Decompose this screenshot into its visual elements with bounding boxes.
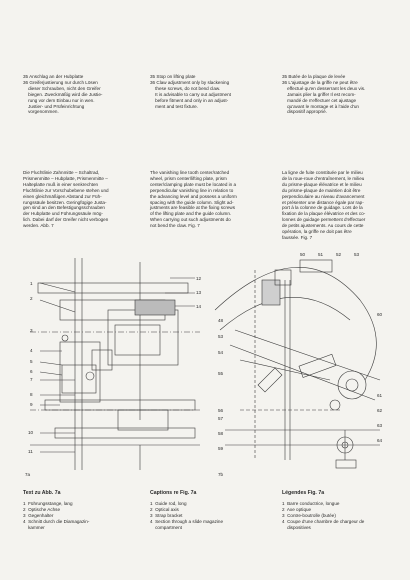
fig7b-label-52: 52: [336, 252, 342, 257]
fig7b-label-62: 62: [377, 408, 383, 413]
fig7a-label-3: 3: [30, 328, 33, 333]
fig7b-label-63: 63: [377, 423, 383, 428]
fig7b-label-51: 51: [318, 252, 324, 257]
mid-fr-line: perpendiculaire au niveau d'avancement: [282, 193, 365, 199]
top-fr-line: 35 Butée de la plaque de levée: [282, 74, 346, 79]
fig7b-label-57: 57: [218, 416, 224, 421]
mid-de-line: Prismenmitte – Hubplatte, Prismenmitte –: [23, 175, 108, 181]
mid-fr-line: La ligne de fuite constituée par le milieu: [282, 170, 363, 175]
top-de-line: biegen. Zweckmäßig wird die Justie-: [23, 91, 103, 97]
top-fr-line: Jamais plier la griffe! Il est recom-: [282, 91, 356, 97]
top-de-line: 35 Anschlag an der Hubplatte: [23, 74, 84, 79]
caption-en-title: Captions re Fig. 7a: [150, 490, 197, 496]
caption-fr-item-line: 4 Coupe d'une chambre de chargeur de: [282, 518, 365, 524]
top-fr-line: mandé de n'effectuer cet ajustage: [282, 97, 357, 103]
mid-fr-line: de la roue-roue d'entraînement, le milieu: [282, 175, 365, 181]
top-de-line: rung vor dem Einbau nur in wen.: [23, 97, 95, 103]
fig7b-label-59: 59: [218, 446, 224, 451]
caption-de-item-line: kammer: [23, 524, 45, 530]
top-en-line: 36 Claw adjustment only by slackening: [150, 79, 230, 85]
mid-de-line: Fluchtlinie zur Vorschubebene stehen und: [23, 187, 109, 193]
top-de-line: vorgenommen.: [23, 109, 59, 115]
caption-en-item-line: compartment: [150, 524, 182, 530]
fig7a-label-9: 9: [30, 402, 33, 407]
top-de-line: Justier- und Prüfeinrichtung: [23, 103, 85, 109]
fig7a-label-14: 14: [196, 304, 202, 309]
caption-de-item-line: 4 Schnitt durch die Diamagazin-: [23, 518, 90, 524]
mid-fr-line: et présenter une distance égale par rap-: [282, 199, 364, 205]
fig7b-label-55: 55: [218, 371, 224, 376]
fig7a-label-6: 6: [30, 369, 33, 374]
fig7a-label-2: 2: [30, 296, 33, 301]
mid-de-line: Die Fluchtlinie Zahnmitte – Schaltrad,: [23, 170, 100, 175]
mid-en-line: perpendicular vanishing line in relation to: [150, 187, 234, 193]
caption-de-item-line: 1 Führungsstange, lang: [23, 500, 73, 506]
figure-7a-number: 7a: [25, 472, 31, 477]
mid-de-line: einen gleichmäßigen Abstand zur Füh-: [23, 193, 102, 199]
fig7a-label-1: 1: [30, 281, 33, 286]
fig7b-label-61: 61: [377, 393, 383, 398]
mid-en-line: spacing with the guide column. Slight ad-: [150, 199, 234, 205]
caption-en-item-line: 4 Section through a slide magazine: [150, 518, 224, 524]
fig7b-label-53: 53: [218, 334, 224, 339]
mid-en-line: justments are feasible at the fixing screws: [150, 205, 236, 211]
caption-de-item-line: 2 Optische Achse: [23, 506, 61, 512]
caption-fr-item-line: dispositives: [282, 524, 311, 530]
mid-en-line: the advancing level and possess a uniform: [150, 193, 237, 199]
mid-fr-line: du prisme-plaque élévatrice et le milieu: [282, 181, 362, 187]
mid-en-line: of the lifting plate and the guide column.: [150, 211, 232, 217]
caption-fr-item-line: 3 Contre-boutrolle (butée): [282, 512, 336, 518]
mid-de-line: gen sind an den Befestigungsschrauben: [23, 205, 105, 211]
caption-de-item-line: 3 Gegenhalter: [23, 512, 54, 518]
caption-de-items: [23, 501, 128, 531]
caption-en-item-line: 2 Optical axis: [150, 506, 179, 512]
figure-labels: [25, 252, 383, 477]
fig7b-label-64: 64: [377, 438, 383, 443]
top-en-line: 35 Stop on lifting plate: [150, 74, 196, 79]
mid-en-line: When carrying out such adjustments do: [150, 217, 231, 223]
top-en-line: ment and test fixture.: [150, 103, 199, 109]
caption-en: [150, 491, 257, 530]
mid-de-line: lich. Dabei darf der Greifer nicht verbogen: [23, 217, 109, 223]
top-de-line: 36 Greiferjustierung nur durch Lösen: [23, 79, 98, 85]
fig7a-label-5: 5: [30, 359, 33, 364]
caption-de: [23, 491, 128, 530]
fig7a-label-4: 4: [30, 348, 33, 353]
mid-de-line: der Hubplatte und Führungssäule mög-: [23, 211, 103, 217]
fig7b-label-58: 58: [218, 431, 224, 436]
top-fr-line: effectué qu'en desserrant les deux vis.: [282, 85, 366, 91]
mid-fr-line: du prisme-plaque de maintien doit être: [282, 187, 361, 193]
figure-7a-drawing: [30, 258, 200, 470]
caption-en-item-line: 1 Guide rod, long: [150, 500, 187, 506]
mid-fr-line: lonnes de guidage permettent d'effectuer: [282, 217, 366, 223]
fig7a-label-12: 12: [196, 276, 202, 281]
top-en-line: It is advisable to carry out adjustment: [150, 91, 231, 97]
caption-fr-item-line: 2 Axe optique: [282, 506, 312, 512]
fig7b-label-60: 60: [377, 312, 383, 317]
mid-fr-line: opération, la griffe ne doit pas être: [282, 229, 352, 235]
caption-fr-title: Légendes Fig. 7a: [282, 490, 325, 496]
fig7b-label-53t: 53: [354, 252, 360, 257]
fig7a-label-13: 13: [196, 290, 202, 295]
figure-7b-drawing: [215, 260, 380, 468]
caption-fr-items: [282, 501, 390, 531]
fig7b-label-48: 48: [218, 318, 224, 323]
top-fr-line: dispositif approprié.: [282, 109, 327, 115]
mid-fr-line: faussée. Fig. 7: [282, 234, 313, 240]
caption-de-title: Text zu Abb. 7a: [23, 490, 61, 496]
fig7a-label-11: 11: [28, 449, 33, 454]
fig7b-label-50: 50: [300, 252, 306, 257]
fig7b-label-54: 54: [218, 350, 224, 355]
figure-7b-number: 7b: [218, 472, 224, 477]
mid-de-line: werden. Abb. 7: [23, 223, 54, 229]
mid-fr-line: de petits ajustements. Au cours de cette: [282, 223, 364, 229]
mid-en-line: center/clamping plate must be located in a: [150, 181, 237, 187]
mid-en-line: not bend the claw. Fig. 7: [150, 223, 200, 229]
mid-de-line: rungssäule besitzen. Geringfügige Justa-: [23, 199, 107, 205]
fig7b-label-56: 56: [218, 408, 224, 413]
top-de-line: dieser Schrauben, nicht den Greifer: [23, 85, 101, 91]
mid-en-line: The vanishing line tooth center/ratched: [150, 170, 230, 175]
caption-fr-item-line: 1 Barre conductrice, longue: [282, 500, 340, 506]
mid-fr-line: fixation de la plaque élévatrice et des co-: [282, 211, 366, 217]
top-fr-line: qu'avant le montage et à l'aide d'un: [282, 103, 359, 109]
caption-fr: [282, 491, 390, 530]
mid-en-line: wheel, prism center/lifting plate, prism: [150, 175, 227, 181]
fig7a-label-8: 8: [30, 392, 33, 397]
caption-en-item-line: 3 Strap bracket: [150, 512, 183, 518]
caption-en-items: [150, 501, 257, 531]
fig7a-label-7: 7: [30, 377, 33, 382]
top-en-line: these screws, do not bend claw.: [150, 85, 221, 91]
fig7a-label-10: 10: [28, 430, 34, 435]
top-en-line: before fitment and only in an adjust-: [150, 97, 229, 103]
top-fr-line: 36 L'ajustage de la griffe ne peut être: [282, 79, 358, 85]
mid-de-line: Halteplatte muß in einer senkrechten: [23, 181, 99, 187]
mid-fr-line: port à la colonne de guidage. Lors de la: [282, 205, 363, 211]
